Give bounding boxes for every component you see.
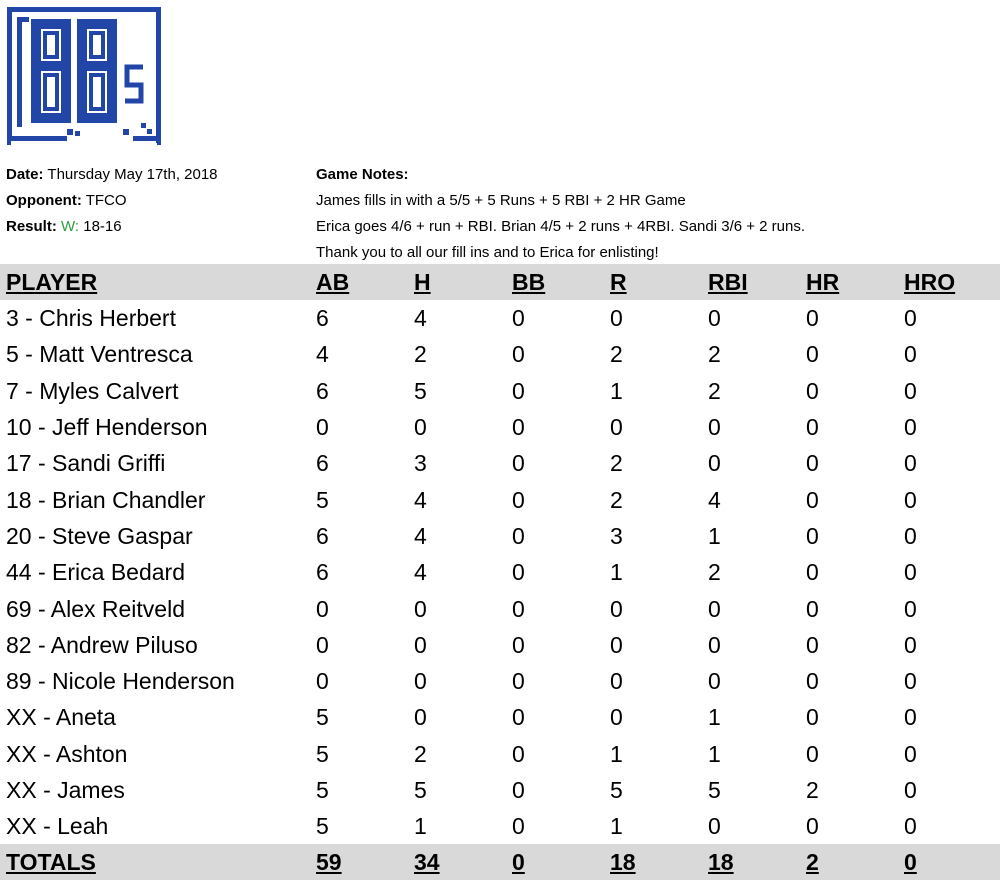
table-row-rbi-cell: 5	[708, 777, 721, 803]
header-row-hr-cell: HR	[806, 264, 904, 300]
table-row-hr-cell: 0	[806, 522, 819, 549]
table-row-player-cell: 18 - Brian Chandler	[6, 486, 206, 513]
table-row-ab-cell: 5	[316, 740, 329, 767]
table-row-hr-cell: 0	[806, 450, 819, 477]
table-row	[0, 518, 1000, 554]
table-row-r-cell: 2	[610, 486, 623, 513]
table-row-h-cell: 0	[414, 668, 427, 695]
table-row-player-cell: 44 - Erica Bedard	[6, 559, 185, 586]
table-row	[0, 736, 1000, 772]
table-row-rbi-cell: 1	[708, 522, 721, 549]
table-row-rbi-cell: 0	[708, 813, 721, 840]
game-notes-title: Game Notes:	[316, 166, 409, 183]
table-row-player-cell: 10 - Jeff Henderson	[6, 414, 208, 441]
table-row-hro-cell: 0	[904, 668, 917, 695]
header-row-player-cell: PLAYER	[0, 264, 316, 300]
game-note-line: Thank you to all our fill ins and to Erica for enlisting!	[316, 244, 659, 261]
table-row	[0, 300, 1000, 336]
table-row-hro-cell: 0	[904, 522, 917, 549]
totals-row-bb-cell: 0	[512, 844, 610, 880]
table-row-bb-cell: 0	[512, 305, 525, 332]
table-row-player-cell: XX - Leah	[6, 813, 109, 840]
table-row	[0, 808, 1000, 844]
table-row-ab-cell: 6	[316, 305, 329, 332]
table-row	[0, 772, 1000, 808]
table-row-hr-cell: 0	[806, 305, 819, 332]
table-row-ab-cell: 0	[316, 631, 329, 658]
table-row-h-cell: 3	[414, 450, 427, 477]
table-row-rbi-cell: 2	[708, 559, 721, 586]
table-row-r-cell: 1	[610, 559, 623, 586]
table-row-r-cell: 1	[610, 740, 623, 767]
table-row-hr-cell: 0	[806, 704, 819, 731]
table-row-h-cell: 0	[414, 595, 427, 622]
table-row	[0, 481, 1000, 517]
table-row-bb-cell: 0	[512, 450, 525, 477]
table-row-hr-cell: 0	[806, 414, 819, 441]
table-row-bb-cell: 0	[512, 341, 525, 368]
totals-row-ab-cell: 59	[316, 844, 414, 880]
table-row	[0, 663, 1000, 699]
totals-row-hr-cell: 2	[806, 844, 904, 880]
table-row-h-cell: 5	[414, 377, 427, 404]
table-row	[0, 590, 1000, 626]
table-row-hro-cell: 0	[904, 414, 917, 441]
table-row-hro-cell: 0	[904, 631, 917, 658]
table-row-h-cell: 2	[414, 341, 427, 368]
table-row-ab-cell: 0	[316, 668, 329, 695]
table-row-hr-cell: 0	[806, 377, 819, 404]
table-row-r-cell: 0	[610, 414, 623, 441]
table-row-rbi-cell: 2	[708, 377, 721, 404]
table-row	[0, 336, 1000, 372]
table-row-bb-cell: 0	[512, 595, 525, 622]
table-row-bb-cell: 0	[512, 559, 525, 586]
table-row-h-cell: 4	[414, 559, 427, 586]
table-row-ab-cell: 5	[316, 704, 329, 731]
table-row-hr-cell: 0	[806, 740, 819, 767]
table-row-player-cell: 20 - Steve Gaspar	[6, 522, 193, 549]
table-row-hro-cell: 0	[904, 450, 917, 477]
table-row-hr-cell: 0	[806, 595, 819, 622]
table-row-hro-cell: 0	[904, 740, 917, 767]
header-row-bb-cell: BB	[512, 264, 610, 300]
table-row-player-cell: 17 - Sandi Griffi	[6, 450, 166, 477]
table-row-hro-cell: 0	[904, 559, 917, 586]
table-row-player-cell: 5 - Matt Ventresca	[6, 341, 193, 368]
header-row-h-cell: H	[414, 264, 512, 300]
table-row-player-cell: 89 - Nicole Henderson	[6, 668, 235, 695]
date-label: Date:	[6, 166, 44, 183]
table-row-rbi-cell: 4	[708, 486, 721, 513]
table-row	[0, 554, 1000, 590]
table-row-bb-cell: 0	[512, 740, 525, 767]
table-row-hro-cell: 0	[904, 377, 917, 404]
table-row-r-cell: 0	[610, 668, 623, 695]
table-row-rbi-cell: 0	[708, 450, 721, 477]
totals-row	[0, 844, 1000, 880]
table-row-player-cell: 7 - Myles Calvert	[6, 377, 179, 404]
table-row-rbi-cell: 0	[708, 305, 721, 332]
table-row-h-cell: 4	[414, 486, 427, 513]
totals-row-h-cell: 34	[414, 844, 512, 880]
table-row-h-cell: 4	[414, 522, 427, 549]
table-row-hr-cell: 0	[806, 813, 819, 840]
totals-row-player-cell: TOTALS	[0, 844, 316, 880]
table-row-r-cell: 2	[610, 341, 623, 368]
header-row-hro-cell: HRO	[904, 264, 1000, 300]
table-row-ab-cell: 5	[316, 813, 329, 840]
table-row-hro-cell: 0	[904, 704, 917, 731]
table-row-player-cell: XX - Aneta	[6, 704, 116, 731]
table-row-h-cell: 0	[414, 704, 427, 731]
table-row-ab-cell: 0	[316, 414, 329, 441]
table-row-bb-cell: 0	[512, 522, 525, 549]
table-row-hr-cell: 0	[806, 486, 819, 513]
header-row-ab-cell: AB	[316, 264, 414, 300]
table-row-h-cell: 1	[414, 813, 427, 840]
table-row-hr-cell: 0	[806, 631, 819, 658]
game-note-line: James fills in with a 5/5 + 5 Runs + 5 RBI + 2 HR Game	[316, 192, 686, 209]
totals-row-hro-cell: 0	[904, 844, 1000, 880]
table-row-ab-cell: 5	[316, 486, 329, 513]
table-row-bb-cell: 0	[512, 704, 525, 731]
table-row-hro-cell: 0	[904, 595, 917, 622]
table-row-rbi-cell: 0	[708, 414, 721, 441]
table-row-bb-cell: 0	[512, 813, 525, 840]
table-row-hro-cell: 0	[904, 305, 917, 332]
table-row-h-cell: 0	[414, 631, 427, 658]
table-row-hr-cell: 2	[806, 777, 819, 803]
table-row	[0, 445, 1000, 481]
table-row-bb-cell: 0	[512, 668, 525, 695]
table-row-rbi-cell: 1	[708, 740, 721, 767]
table-row-hro-cell: 0	[904, 777, 917, 803]
result-value: 18-16	[83, 218, 122, 235]
table-row-r-cell: 1	[610, 813, 623, 840]
table-row-player-cell: XX - Ashton	[6, 740, 128, 767]
table-row-player-cell: 3 - Chris Herbert	[6, 305, 176, 332]
team-logo	[5, 5, 163, 145]
table-row-hro-cell: 0	[904, 486, 917, 513]
table-row-ab-cell: 5	[316, 777, 329, 803]
game-info	[6, 162, 306, 240]
table-row	[0, 373, 1000, 409]
table-row-ab-cell: 6	[316, 377, 329, 404]
table-row-ab-cell: 4	[316, 341, 329, 368]
date-line	[6, 162, 306, 188]
table-row-r-cell: 1	[610, 377, 623, 404]
table-row-hro-cell: 0	[904, 813, 917, 840]
table-row-r-cell: 2	[610, 450, 623, 477]
table-row-hro-cell: 0	[904, 341, 917, 368]
table-row-bb-cell: 0	[512, 377, 525, 404]
opponent-label: Opponent:	[6, 192, 82, 209]
table-row-bb-cell: 0	[512, 486, 525, 513]
table-row-ab-cell: 6	[316, 450, 329, 477]
table-row-hr-cell: 0	[806, 341, 819, 368]
table-row-rbi-cell: 0	[708, 668, 721, 695]
table-row-player-cell: 82 - Andrew Piluso	[6, 631, 198, 658]
table-row-r-cell: 3	[610, 522, 623, 549]
table-row-r-cell: 0	[610, 595, 623, 622]
header-row-rbi-cell: RBI	[708, 264, 806, 300]
table-row-bb-cell: 0	[512, 777, 525, 803]
table-row-ab-cell: 6	[316, 522, 329, 549]
result-label: Result:	[6, 218, 57, 235]
opponent-value: TFCO	[85, 192, 127, 209]
table-row-rbi-cell: 0	[708, 595, 721, 622]
totals-row-r-cell: 18	[610, 844, 708, 880]
table-row-r-cell: 0	[610, 704, 623, 731]
result-line	[6, 214, 306, 240]
table-row-r-cell: 0	[610, 631, 623, 658]
game-note-line: Erica goes 4/6 + run + RBI. Brian 4/5 + 2 runs + 4RBI. Sandi 3/6 + 2 runs.	[316, 218, 806, 235]
table-row	[0, 627, 1000, 663]
stats-table	[0, 264, 1000, 880]
table-row-h-cell: 0	[414, 414, 427, 441]
totals-row-rbi-cell: 18	[708, 844, 806, 880]
table-row-bb-cell: 0	[512, 631, 525, 658]
table-row-r-cell: 0	[610, 305, 623, 332]
table-row-player-cell: 69 - Alex Reitveld	[6, 595, 185, 622]
table-row-h-cell: 2	[414, 740, 427, 767]
table-row-h-cell: 4	[414, 305, 427, 332]
table-row-h-cell: 5	[414, 777, 427, 803]
opponent-line	[6, 188, 306, 214]
table-row	[0, 409, 1000, 445]
table-row-bb-cell: 0	[512, 414, 525, 441]
table-row-hr-cell: 0	[806, 668, 819, 695]
table-row-hr-cell: 0	[806, 559, 819, 586]
date-value: Thursday May 17th, 2018	[47, 166, 218, 183]
table-row-player-cell: XX - James	[6, 777, 125, 803]
header-row-r-cell: R	[610, 264, 708, 300]
table-row-rbi-cell: 1	[708, 704, 721, 731]
table-row-r-cell: 5	[610, 777, 623, 803]
header-row	[0, 264, 1000, 300]
result-flag: W:	[61, 218, 80, 235]
table-row-rbi-cell: 0	[708, 631, 721, 658]
game-notes	[316, 162, 996, 266]
table-row	[0, 699, 1000, 735]
table-row-ab-cell: 6	[316, 559, 329, 586]
table-row-rbi-cell: 2	[708, 341, 721, 368]
table-row-ab-cell: 0	[316, 595, 329, 622]
